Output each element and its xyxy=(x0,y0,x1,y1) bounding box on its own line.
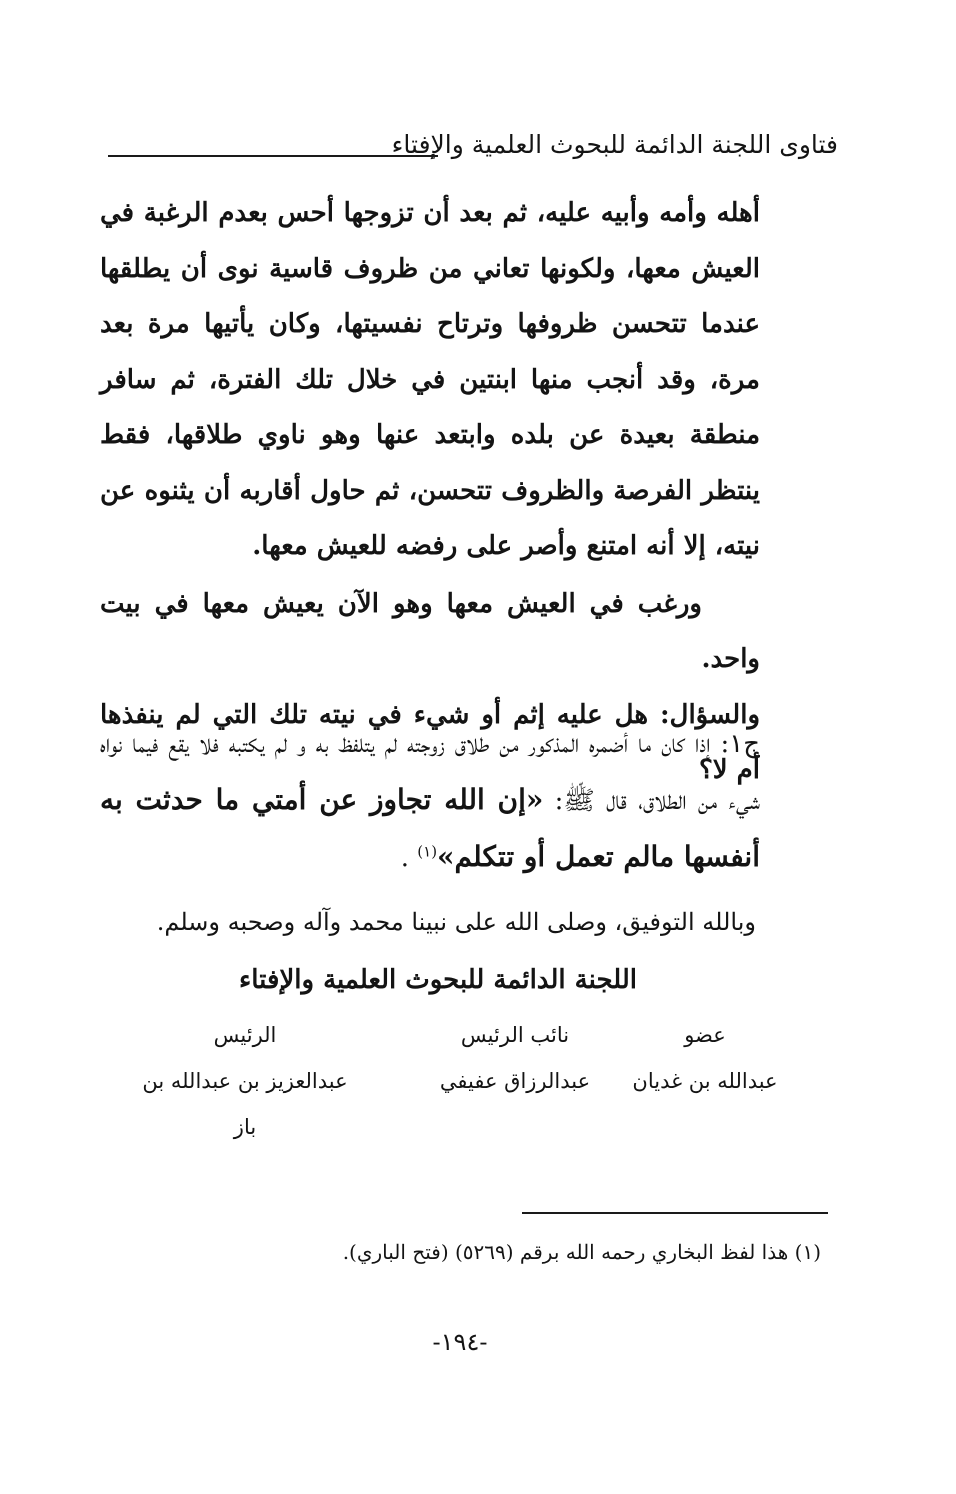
answer-tail: . xyxy=(400,843,418,873)
hadith-quote: «إن الله تجاوز عن أمتي ما حدثت به أنفسها مالم تعمل أو تتكلم» xyxy=(100,783,760,873)
signatory-role: عضو xyxy=(684,1023,726,1047)
answer-lead: ج١: إذا كان ما أضمره المذكور من طلاق زوجته لم يتلفظ به و لم يكتبه فلا يقع فيما نواه شيء من الطلاق، قال ﷺ: xyxy=(100,729,760,816)
signatory xyxy=(130,1012,360,1150)
signatory-name: عبدالعزيز بن عبدالله بن باز xyxy=(142,1069,348,1139)
signatory xyxy=(630,1012,780,1104)
closing-formula: وبالله التوفيق، وصلى الله على نبينا محمد وآله وصحبه وسلم. xyxy=(156,908,756,936)
signatory-role: الرئيس xyxy=(213,1023,277,1047)
signatory xyxy=(420,1012,610,1104)
signatory-name: عبدالرزاق عفيفي xyxy=(439,1069,591,1093)
page-number: -١٩٤- xyxy=(432,1328,488,1356)
running-header xyxy=(108,130,838,170)
committee-heading xyxy=(0,965,956,995)
footnote: (١) هذا لفظ البخاري رحمه الله برقم (٥٢٦٩) (فتح الباري). xyxy=(342,1240,821,1264)
question-paragraph: ورغب في العيش معها وهو الآن يعيش معها في بيت واحد. xyxy=(100,588,760,674)
answer-text xyxy=(100,716,760,886)
footnote-reference: (١) xyxy=(417,842,438,861)
signatory-name: عبدالله بن غديان xyxy=(632,1069,778,1093)
question-paragraph: والسؤال: هل عليه إثم أو شيء في نيته تلك التي لم ينفذها أم لا؟ xyxy=(100,699,761,785)
header-rule xyxy=(108,155,438,157)
footnote-separator xyxy=(522,1212,828,1214)
question-text xyxy=(100,186,760,799)
signatory-role: نائب الرئيس xyxy=(460,1023,570,1047)
question-paragraph: أهله وأمه وأبيه عليه، ثم بعد أن تزوجها أحس بعدم الرغبة في العيش معها، ولكونها تعاني من ظروف قاسية نوى أن يطلقها عندما تتحسن ظروفها وترتاح نفسيتها، وكان يأتيها مرة بعد مرة، وقد أنجب منها ابنتين في خلال تلك الفترة، ثم سافر منطقة بعيدة عن بلده وابتعد عنها وهو ناوي طلاقها، فقط ينتظر الفرصة والظروف تتحسن، ثم حاول أقاربه أن يثنوه عن نيته، إلا أنه امتنع وأصر على رفضه للعيش معها. xyxy=(100,198,760,561)
committee-name: اللجنة الدائمة للبحوث العلمية والإفتاء xyxy=(239,965,637,995)
running-title: فتاوى اللجنة الدائمة للبحوث العلمية والإفتاء xyxy=(391,130,838,159)
